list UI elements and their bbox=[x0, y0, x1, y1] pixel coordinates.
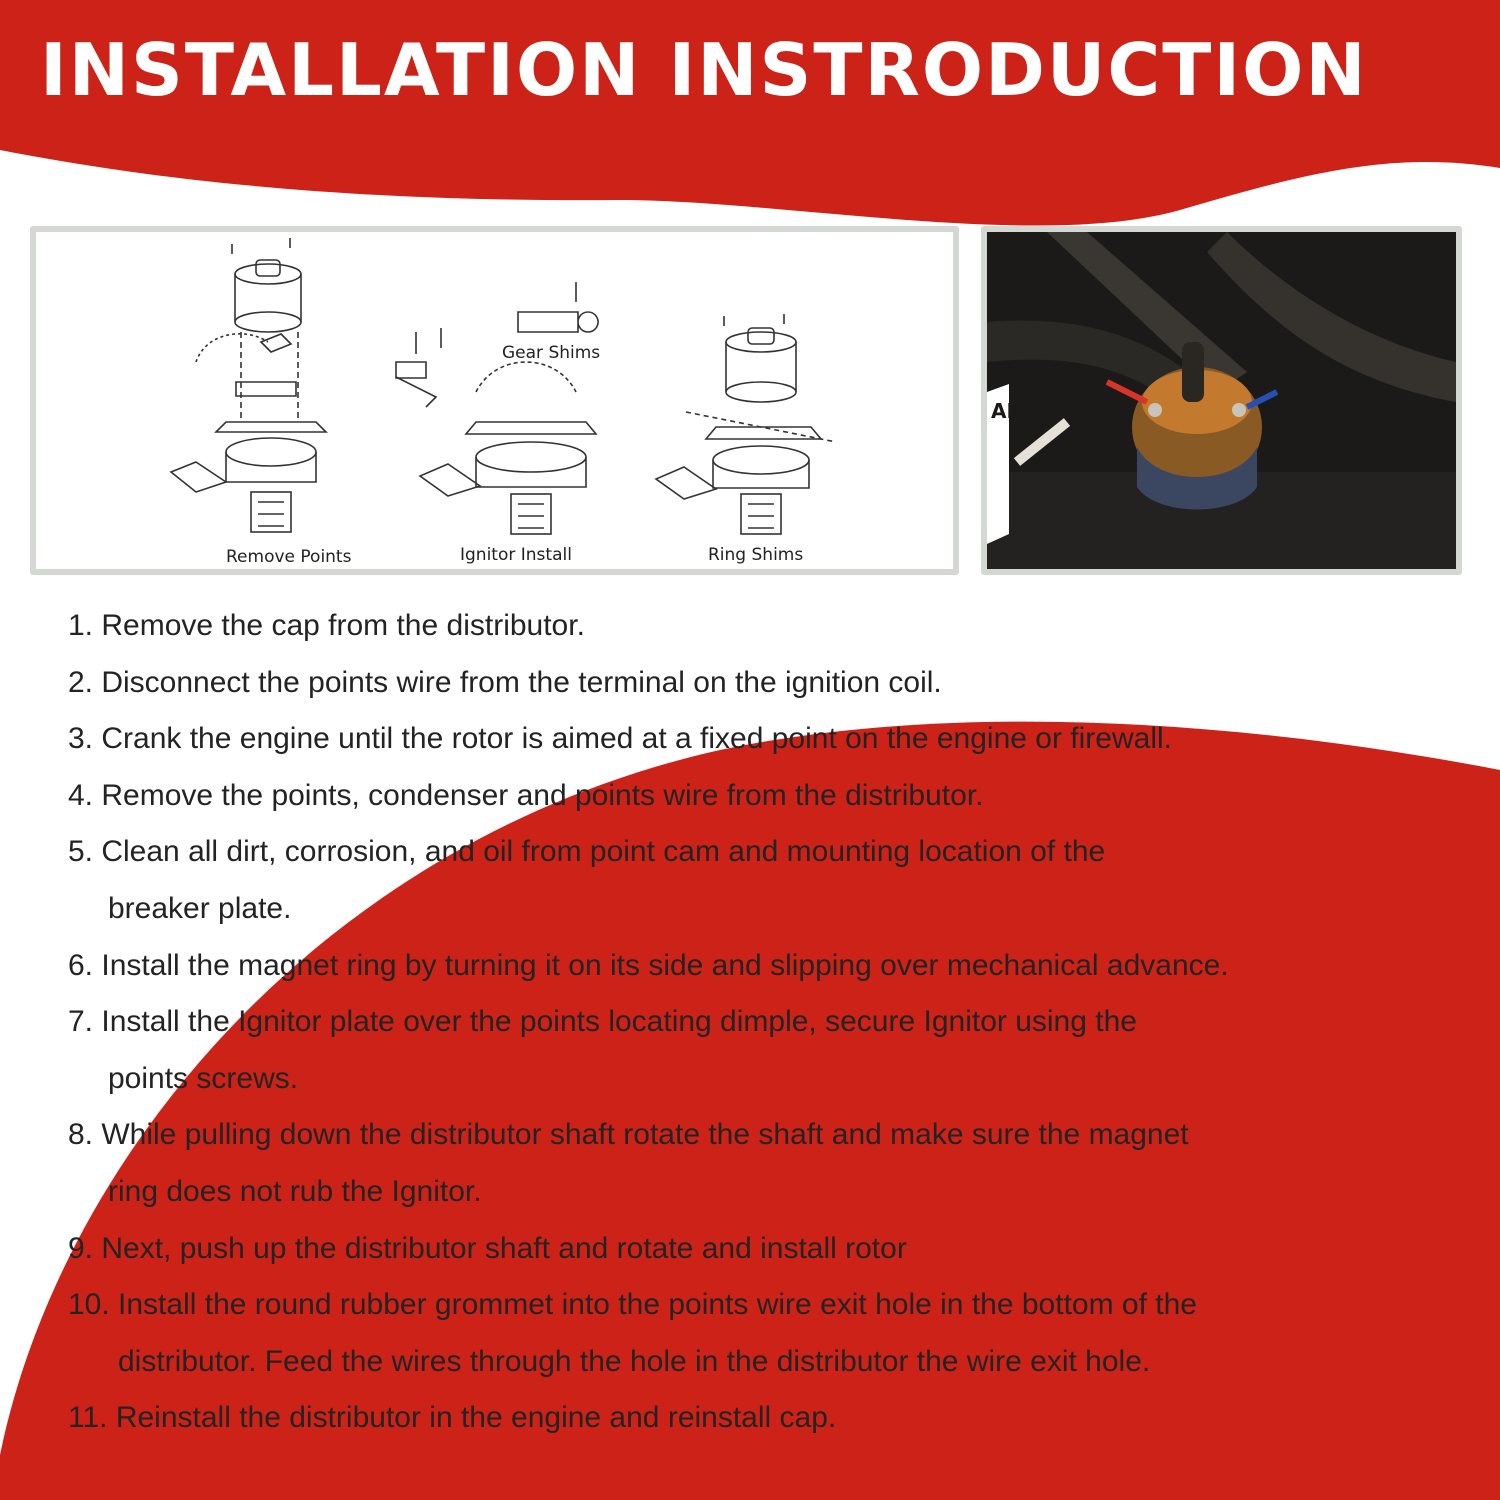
step-4: 4. Remove the points, condenser and points wire from the distributor. bbox=[68, 778, 984, 812]
distributor-diagram bbox=[36, 232, 953, 569]
engine-photo bbox=[987, 232, 1456, 569]
step-5-continued: breaker plate. bbox=[108, 891, 292, 925]
remove-points-figure bbox=[171, 238, 326, 532]
step-1: 1. Remove the cap from the distributor. bbox=[68, 609, 585, 642]
step-8-continued: ring does not rub the Ignitor. bbox=[108, 1174, 482, 1208]
photo-badge-text: AL bbox=[991, 399, 1020, 423]
step-8: 8. While pulling down the distributor shaft rotate the shaft and make sure the magnet bbox=[68, 1118, 1189, 1152]
step-10: 10. Install the round rubber grommet into the points wire exit hole in the bottom of the bbox=[68, 1288, 1197, 1322]
label-ring-shims: Ring Shims bbox=[708, 545, 804, 565]
step-2: 2. Disconnect the points wire from the terminal on the ignition coil. bbox=[68, 665, 942, 699]
step-5: 5. Clean all dirt, corrosion, and oil from point cam and mounting location of the bbox=[68, 835, 1106, 869]
page-title: INSTALLATION INSTRODUCTION bbox=[40, 28, 1368, 112]
ring-shims-figure bbox=[656, 314, 836, 534]
step-10-continued: distributor. Feed the wires through the hole in the distributor the wire exit hole. bbox=[118, 1344, 1151, 1378]
label-gear-shims: Gear Shims bbox=[502, 343, 601, 363]
installation-steps bbox=[68, 598, 1488, 1447]
ignitor-install-figure bbox=[396, 282, 601, 534]
installation-diagram-panel bbox=[30, 226, 959, 575]
step-3: 3. Crank the engine until the rotor is aimed at a fixed point on the engine or firewall. bbox=[68, 722, 1172, 756]
step-6: 6. Install the magnet ring by turning it on its side and slipping over mechanical advance. bbox=[68, 948, 1229, 982]
step-11: 11. Reinstall the distributor in the engine and reinstall cap. bbox=[68, 1401, 837, 1435]
engine-photo-panel bbox=[981, 226, 1462, 575]
step-7: 7. Install the Ignitor plate over the points locating dimple, secure Ignitor using the bbox=[68, 1005, 1137, 1039]
label-ignitor-install: Ignitor Install bbox=[460, 545, 572, 565]
step-9: 9. Next, push up the distributor shaft and rotate and install rotor bbox=[68, 1231, 907, 1265]
label-remove-points: Remove Points bbox=[226, 547, 352, 567]
step-7-continued: points screws. bbox=[108, 1061, 299, 1095]
